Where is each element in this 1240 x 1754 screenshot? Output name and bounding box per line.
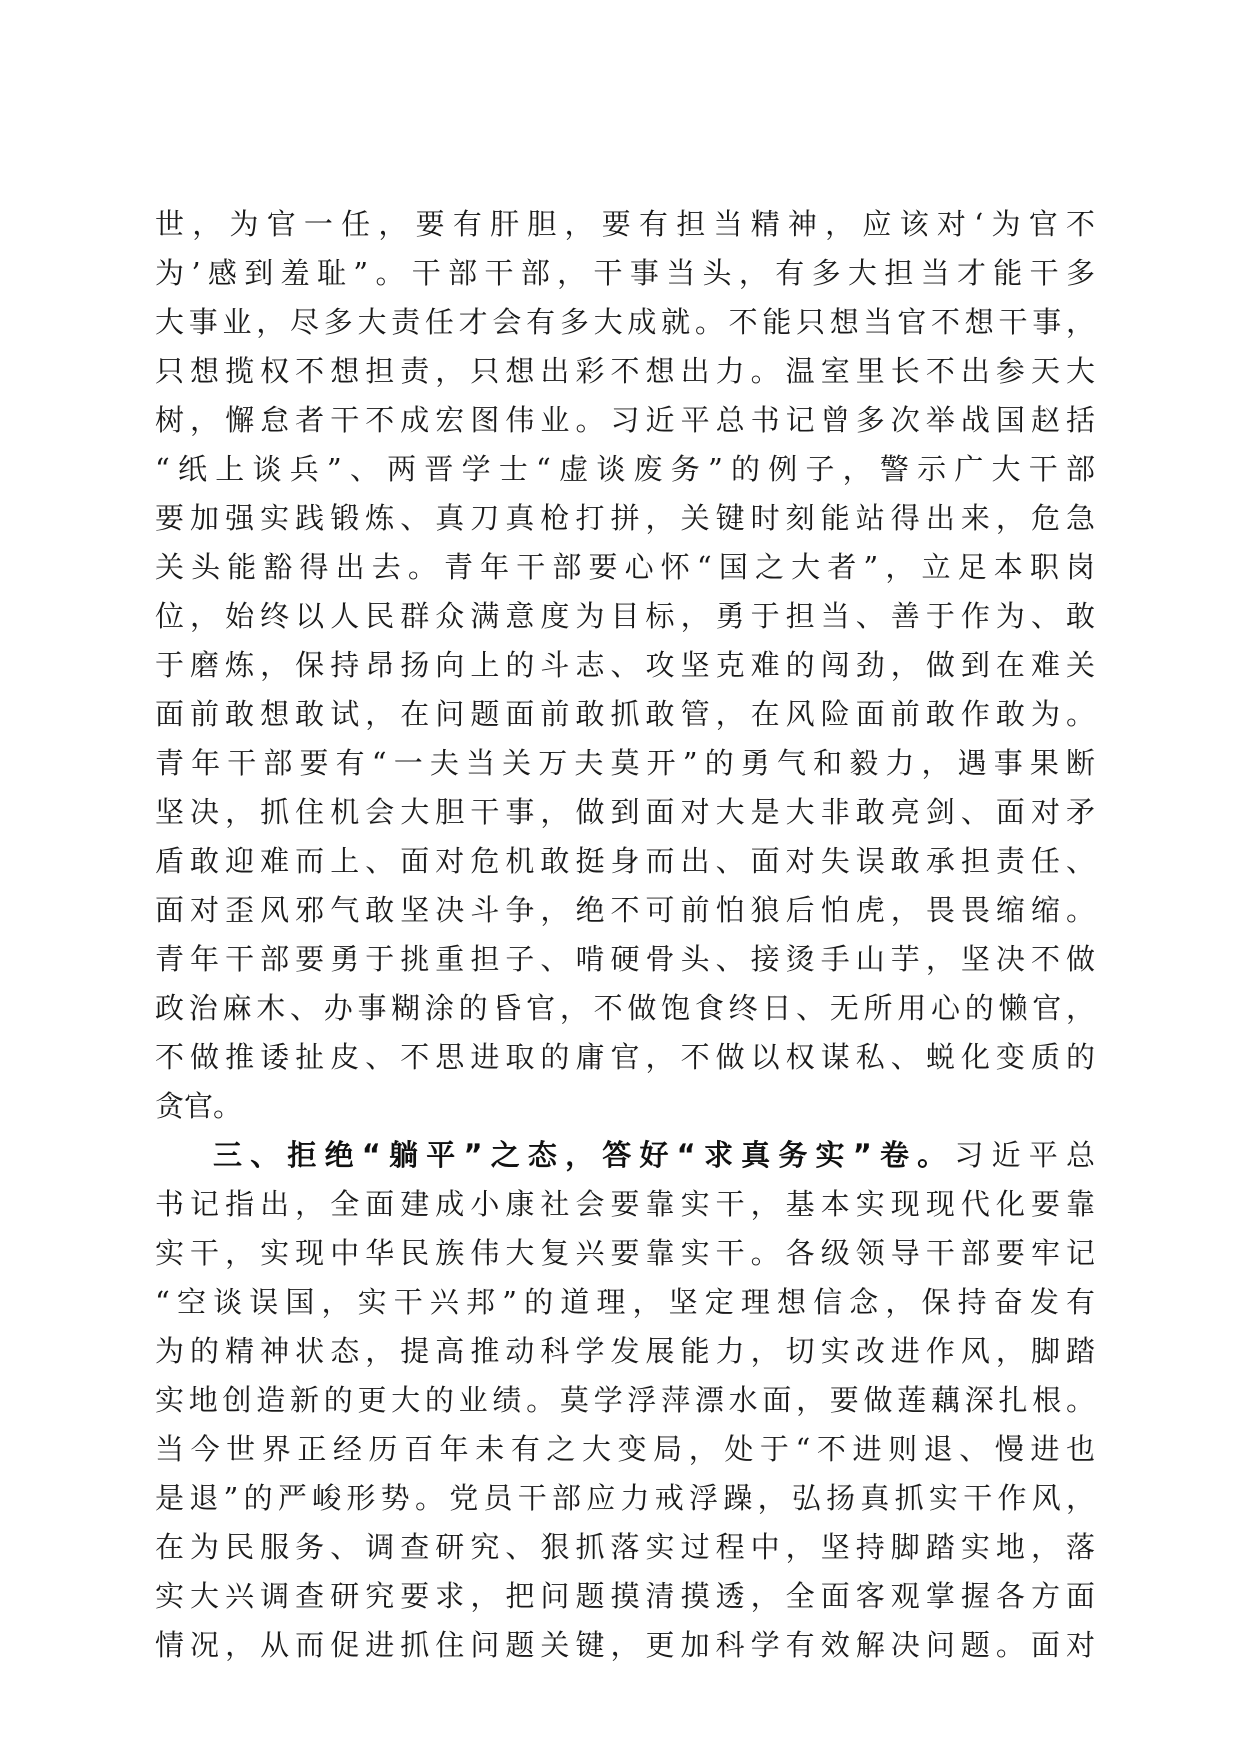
paragraph-line: 在为民服务、调查研究、狠抓落实过程中，坚持脚踏实地，落 xyxy=(155,1530,1095,1564)
paragraph-line: 政治麻木、办事糊涂的昏官，不做饱食终日、无所用心的懒官， xyxy=(155,991,1095,1025)
paragraph-line: 情况，从而促进抓住问题关键，更加科学有效解决问题。面对 xyxy=(155,1628,1095,1662)
paragraph-line: 要加强实践锻炼、真刀真枪打拼，关键时刻能站得出来，危急 xyxy=(155,501,1095,535)
paragraph-line: 是退”的严峻形势。党员干部应力戒浮躁，弘扬真抓实干作风， xyxy=(155,1481,1095,1515)
paragraph-line: “空谈误国，实干兴邦”的道理，坚定理想信念，保持奋发有 xyxy=(155,1285,1095,1319)
paragraph-line: 于磨炼，保持昂扬向上的斗志、攻坚克难的闯劲，做到在难关 xyxy=(155,648,1095,682)
section-heading: 三、拒绝“躺平”之态，答好“求真务实”卷。 xyxy=(213,1138,955,1172)
paragraph-line: 青年干部要有“一夫当关万夫莫开”的勇气和毅力，遇事果断 xyxy=(155,746,1095,780)
paragraph-line: 盾敢迎难而上、面对危机敢挺身而出、面对失误敢承担责任、 xyxy=(155,844,1095,878)
paragraph-line: 面前敢想敢试，在问题面前敢抓敢管，在风险面前敢作敢为。 xyxy=(155,697,1095,731)
paragraph-line: 实地创造新的更大的业绩。莫学浮萍漂水面，要做莲藕深扎根。 xyxy=(155,1383,1095,1417)
paragraph-line: 只想揽权不想担责，只想出彩不想出力。温室里长不出参天大 xyxy=(155,354,1095,388)
paragraph-line: 不做推诿扯皮、不思进取的庸官，不做以权谋私、蜕化变质的 xyxy=(155,1040,1095,1074)
paragraph-line: 书记指出，全面建成小康社会要靠实干，基本实现现代化要靠 xyxy=(155,1187,1095,1221)
paragraph-line: 实干，实现中华民族伟大复兴要靠实干。各级领导干部要牢记 xyxy=(155,1236,1095,1270)
paragraph-line: 坚决，抓住机会大胆干事，做到面对大是大非敢亮剑、面对矛 xyxy=(155,795,1095,829)
paragraph-line: 青年干部要勇于挑重担子、啃硬骨头、接烫手山芋，坚决不做 xyxy=(155,942,1095,976)
paragraph-line: 当今世界正经历百年未有之大变局，处于“不进则退、慢进也 xyxy=(155,1432,1095,1466)
paragraph-line: 为’感到羞耻”。干部干部，干事当头，有多大担当才能干多 xyxy=(155,256,1095,290)
paragraph-line: 树，懈怠者干不成宏图伟业。习近平总书记曾多次举战国赵括 xyxy=(155,403,1095,437)
paragraph-line: 为的精神状态，提高推动科学发展能力，切实改进作风，脚踏 xyxy=(155,1334,1095,1368)
paragraph-line: 面对歪风邪气敢坚决斗争，绝不可前怕狼后怕虎，畏畏缩缩。 xyxy=(155,893,1095,927)
paragraph-line: 关头能豁得出去。青年干部要心怀“国之大者”，立足本职岗 xyxy=(155,550,1095,584)
paragraph-line: “纸上谈兵”、两晋学士“虚谈废务”的例子，警示广大干部 xyxy=(155,452,1095,486)
paragraph-line: 世，为官一任，要有肝胆，要有担当精神，应该对‘为官不 xyxy=(155,207,1095,241)
paragraph-line: 贪官。 xyxy=(155,1089,243,1123)
section-first-line-rest: 习近平总 xyxy=(954,1138,1095,1172)
paragraph-line: 实大兴调查研究要求，把问题摸清摸透，全面客观掌握各方面 xyxy=(155,1579,1095,1613)
paragraph-line: 位，始终以人民群众满意度为目标，勇于担当、善于作为、敢 xyxy=(155,599,1095,633)
paragraph-line: 大事业，尽多大责任才会有多大成就。不能只想当官不想干事， xyxy=(155,305,1095,339)
section-heading-line xyxy=(213,1133,1095,1177)
